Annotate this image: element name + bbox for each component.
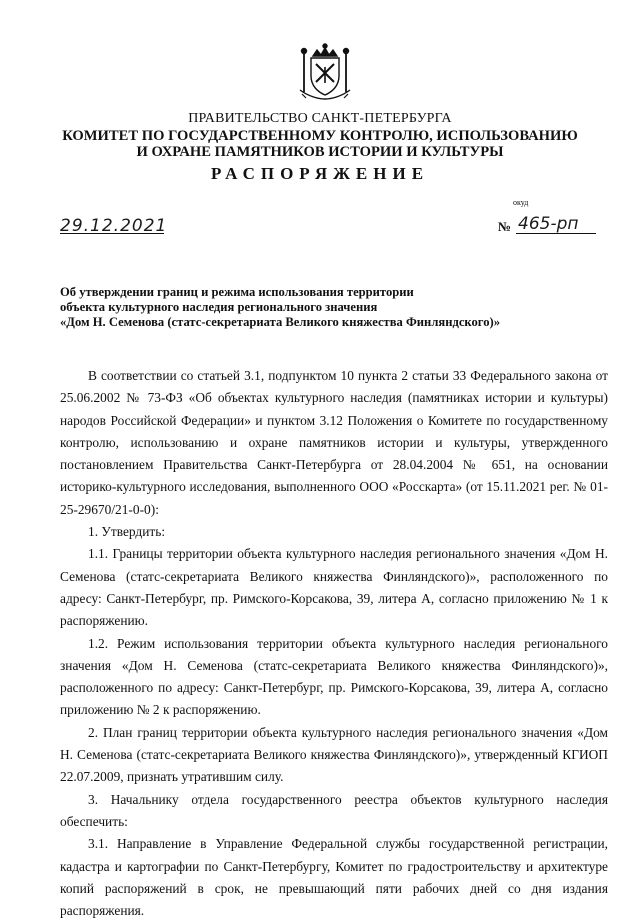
preamble-line-5: Правительства Санкт-Петербурга от 28.04.2004 № 651, на основании историко-культурного — [60, 457, 608, 495]
paragraph-preamble — [60, 365, 608, 521]
okud-label: окуд — [513, 198, 529, 207]
preamble-line-6: исследования, выполненного ООО «Росскарта» (от 15.11.2021 рег. № 01-25-29670/21-0-0): — [60, 479, 608, 517]
paragraph-1-2 — [60, 633, 608, 722]
p31-line-2: и картографии по Санкт-Петербургу, Комитет по градостроительству и архитектуре копий — [60, 858, 608, 896]
title-line-3: «Дом Н. Семенова (статс-секретариата Великого княжества Финляндского)» — [60, 315, 500, 329]
paragraph-2 — [60, 722, 608, 789]
paragraph-1-1 — [60, 543, 608, 632]
p12-line-1: 1.2. Режим использования территории объекта культурного наследия регионального значения — [60, 635, 608, 673]
p12-line-3: адресу: Санкт-Петербург, пр. Римского-Корсакова, 39, литера А, согласно приложению № 2 к — [60, 680, 608, 718]
preamble-line-3: Российской Федерации» и пунктом 3.12 Положения о Комитете по государственному контролю, — [60, 412, 608, 450]
p12-line-4: распоряжению. — [172, 702, 261, 718]
p2-line-3: КГИОП 22.07.2009, признать утратившим силу. — [60, 747, 608, 785]
document-body — [60, 365, 608, 922]
government-name: ПРАВИТЕЛЬСТВО САНКТ-ПЕТЕРБУРГА — [188, 111, 452, 126]
committee-name — [0, 128, 640, 160]
paragraph-approve: 1. Утвердить: — [88, 524, 166, 540]
p31-line-1: 3.1. Направление в Управление Федеральной службы государственной регистрации, кадастра — [60, 836, 608, 874]
coat-of-arms-emblem — [296, 42, 354, 102]
title-line-2: объекта культурного наследия регионального значения — [60, 300, 378, 314]
p11-line-2: «Дом Н. Семенова (статс-секретариата Великого княжества Финляндского)», расположенного по — [60, 546, 609, 584]
date-underline — [60, 233, 164, 234]
preamble-line-2: 25.06.2002 № 73-ФЗ «Об объектах культурного наследия (памятниках истории и культуры) народов — [60, 390, 608, 428]
number-sign: № — [498, 219, 512, 234]
preamble-line-4: использованию и охране памятников истории и культуры, утвержденного постановлением — [60, 434, 608, 473]
document-title — [60, 285, 500, 330]
p2-line-1: 2. План границ территории объекта культурного наследия регионального значения — [88, 724, 573, 740]
document-type: РАСПОРЯЖЕНИЕ — [210, 164, 430, 183]
paragraph-3: 3. Начальнику отдела государственного реестра объектов культурного наследия обеспечить: — [60, 791, 608, 829]
preamble-line-1: В соответствии со статьей 3.1, подпунктом 10 пункта 2 статьи 33 Федерального закона от — [88, 368, 608, 383]
p12-line-2: «Дом Н. Семенова (статс-секретариата Великого княжества Финляндского)», расположенного по — [60, 657, 608, 696]
p11-line-3: адресу: Санкт-Петербург, пр. Римского-Корсакова, 39, литера А, согласно приложению № 1 к — [60, 590, 608, 606]
p2-line-2: «Дом Н. Семенова (статс-секретариата Великого княжества Финляндского)», утвержденный — [60, 724, 608, 763]
paragraph-3-1 — [60, 833, 608, 922]
p31-line-3: распоряжений в срок, не превышающий пяти рабочих дней со дня издания распоряжения. — [60, 880, 608, 919]
title-line-1: Об утверждении границ и режима использования территории — [60, 285, 414, 299]
document-date: 29.12.2021 — [60, 216, 168, 236]
p11-line-1: 1.1. Границы территории объекта культурного наследия регионального значения — [88, 546, 556, 562]
number-underline — [516, 233, 596, 234]
committee-line-2: И ОХРАНЕ ПАМЯТНИКОВ ИСТОРИИ И КУЛЬТУРЫ — [136, 144, 504, 160]
committee-line-1: КОМИТЕТ ПО ГОСУДАРСТВЕННОМУ КОНТРОЛЮ, ИСПОЛЬЗОВАНИЮ — [62, 128, 578, 144]
document-number: 465-рп — [518, 214, 579, 234]
p11-line-4: распоряжению. — [60, 613, 149, 629]
